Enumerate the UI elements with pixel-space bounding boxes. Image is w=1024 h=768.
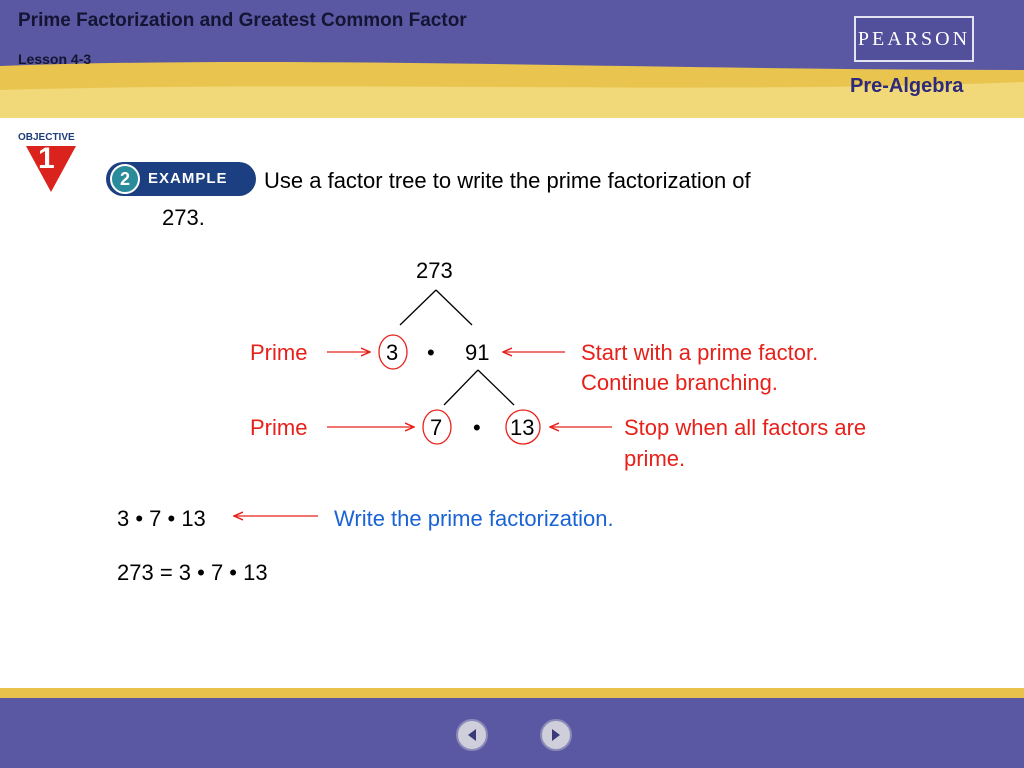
footer-bar — [0, 698, 1024, 768]
problem-text-line1: Use a factor tree to write the prime factorization of — [264, 168, 751, 193]
branch-273-left — [400, 290, 436, 325]
prime-label-2: Prime — [250, 415, 308, 440]
arrow-right-icon — [549, 728, 563, 742]
branch-91-left — [444, 370, 478, 405]
objective-label: OBJECTIVE — [18, 132, 75, 143]
example-badge — [106, 160, 256, 198]
tree-factor-91: 91 — [465, 340, 490, 365]
tree-factor-13: 13 — [510, 415, 535, 440]
arrow-left-icon — [465, 728, 479, 742]
example-number: 2 — [110, 164, 140, 194]
page-title: Prime Factorization and Greatest Common Factor — [18, 10, 467, 31]
note-write-factorization: Write the prime factorization. — [334, 506, 614, 531]
branch-273-right — [436, 290, 472, 325]
prime-label-1: Prime — [250, 340, 308, 365]
previous-slide-button[interactable] — [456, 719, 488, 751]
final-equation: 273 = 3 • 7 • 13 — [117, 560, 268, 585]
note-start-line2: Continue branching. — [581, 370, 778, 395]
objective-number: 1 — [38, 142, 55, 175]
note-stop-line1: Stop when all factors are — [624, 415, 867, 440]
note-stop-line2: prime. — [624, 446, 686, 471]
problem-text-line2: 273. — [162, 205, 205, 230]
tree-root-273: 273 — [416, 258, 453, 283]
header-bar — [0, 0, 1024, 118]
tree-dot-1: • — [427, 340, 435, 365]
note-start-line1: Start with a prime factor. — [581, 340, 819, 365]
branch-91-right — [478, 370, 514, 405]
product-expression: 3 • 7 • 13 — [117, 506, 206, 531]
tree-factor-3: 3 — [386, 340, 399, 365]
course-name: Pre-Algebra — [850, 75, 964, 97]
tree-factor-7: 7 — [430, 415, 443, 440]
footer-accent-stripe — [0, 688, 1024, 698]
pearson-logo: PEARSON — [854, 16, 974, 62]
lesson-label: Lesson 4-3 — [18, 51, 92, 67]
example-label: EXAMPLE — [148, 170, 228, 187]
tree-dot-2: • — [473, 415, 481, 440]
next-slide-button[interactable] — [540, 719, 572, 751]
objective-badge — [18, 132, 90, 192]
